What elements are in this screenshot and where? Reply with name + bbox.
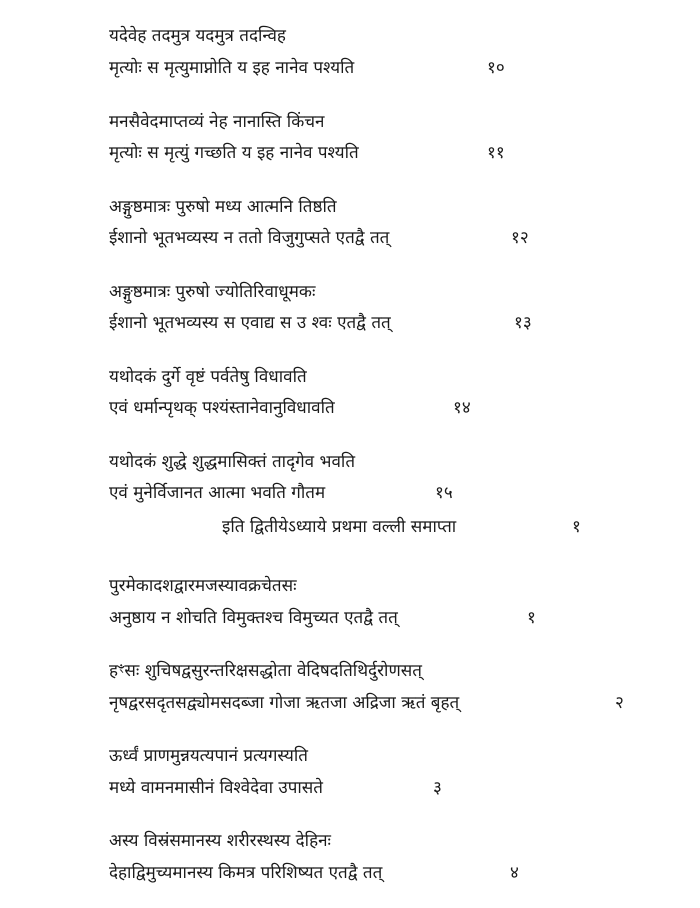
verse-line: यदेवेह तदमुत्र यदमुत्र तदन्विह [109, 26, 286, 46]
verse-line: ऊर्ध्वं प्राणमुन्नयत्यपानं प्रत्यगस्यति [109, 746, 308, 766]
verse-number: ४ [510, 863, 519, 883]
verse-number: १२ [511, 228, 529, 248]
verse-number: ११ [487, 143, 505, 163]
verse-number: ३ [433, 778, 442, 798]
verse-line: एवं धर्मान्पृथक् पश्यंस्तानेवानुविधावति [109, 398, 335, 418]
verse-line: देहाद्विमुच्यमानस्य किमत्र परिशिष्यत एतद्वै तत् [109, 863, 383, 883]
verse-line: एवं मुनेर्विजानत आत्मा भवति गौतम [109, 483, 326, 503]
verse-line: नृषद्वरसदृतसद्व्योमसदब्जा गोजा ऋतजा अद्रिजा ऋतं बृहत् [109, 693, 460, 713]
verse-line: ईशानो भूतभव्यस्य स एवाद्य स उ श्वः एतद्वै तत् [109, 313, 391, 333]
verse-line: अनुष्ठाय न शोचति विमुक्तश्च विमुच्यत एतद्वै तत् [109, 608, 398, 628]
verse-number: १ [527, 608, 536, 628]
verse-number: १५ [435, 483, 453, 503]
verse-line: मनसैवेदमाप्तव्यं नेह नानास्ति किंचन [109, 112, 325, 132]
verse-number: २ [615, 693, 624, 713]
verse-line: अङ्गुष्ठमात्रः पुरुषो ज्योतिरिवाधूमकः [109, 282, 316, 302]
verse-number: १३ [514, 313, 532, 333]
verse-line: यथोदकं शुद्धे शुद्धमासिक्तं तादृगेव भवति [109, 452, 356, 472]
verse-number: १४ [453, 398, 471, 418]
verse-number: १० [487, 58, 505, 78]
verse-line: मृत्योः स मृत्युमाप्नोति य इह नानेव पश्यति [109, 58, 355, 78]
colophon-number: १ [572, 517, 581, 537]
verse-line: अस्य विस्रंसमानस्य शरीरस्थस्य देहिनः [109, 831, 331, 851]
verse-line: पुरमेकादशद्वारमजस्यावक्रचेतसः [109, 576, 297, 596]
verse-line: यथोदकं दुर्गे वृष्टं पर्वतेषु विधावति [109, 367, 307, 387]
verse-line: मृत्योः स मृत्युं गच्छति य इह नानेव पश्यति [109, 143, 359, 163]
verse-line: अङ्गुष्ठमात्रः पुरुषो मध्य आत्मनि तिष्ठति [109, 197, 337, 217]
verse-line: मध्ये वामनमासीनं विश्वेदेवा उपासते [109, 778, 323, 798]
colophon: इति द्वितीयेऽध्याये प्रथमा वल्ली समाप्ता [222, 517, 457, 537]
verse-line: ईशानो भूतभव्यस्य न ततो विजुगुप्सते एतद्वै तत् [109, 228, 390, 248]
verse-line: हꣳसः शुचिषद्वसुरन्तरिक्षसद्धोता वेदिषदतिथिर्दुरोणसत् [109, 661, 422, 681]
